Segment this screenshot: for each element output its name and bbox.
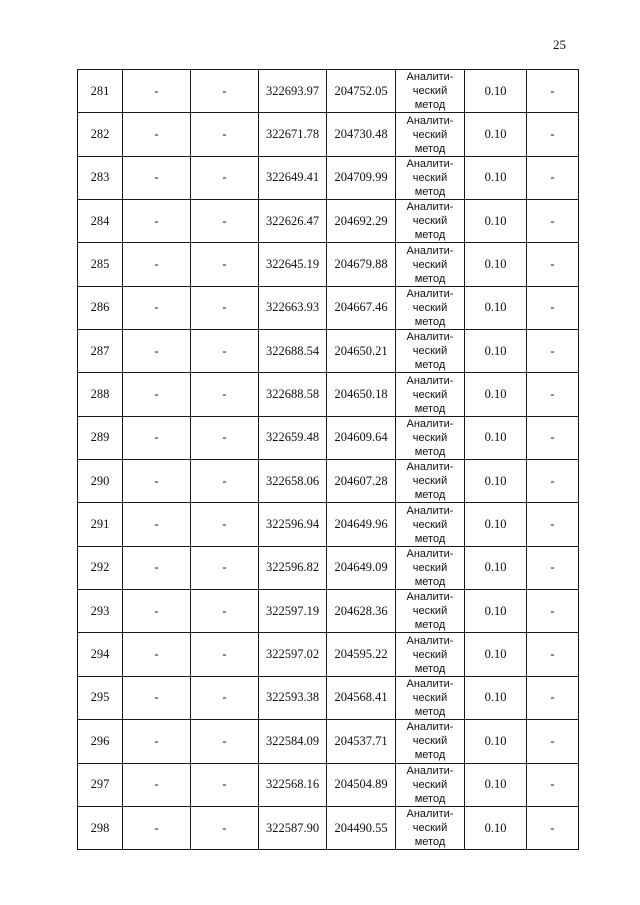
method-text-line: ческий [412,605,448,618]
dash-cell: - [191,70,259,113]
x-coordinate-cell: 322596.82 [259,546,327,589]
dash-cell: - [123,156,191,199]
x-coordinate-cell: 322671.78 [259,113,327,156]
note-cell: - [527,286,579,329]
point-number-cell: 284 [78,200,123,243]
method-cell [396,676,465,719]
point-number-cell: 283 [78,156,123,199]
table-row [78,806,579,849]
point-number-cell: 297 [78,763,123,806]
method-text-line: метод [414,445,446,458]
method-text-line: Аналити- [406,677,454,690]
point-number-cell: 298 [78,806,123,849]
method-text-line: ческий [412,518,448,531]
method-text-line: Аналити- [406,201,454,214]
method-text-line: Аналити- [406,461,454,474]
accuracy-cell: 0.10 [465,676,527,719]
table-row [78,590,579,633]
note-cell: - [527,373,579,416]
point-number-cell: 292 [78,546,123,589]
method-cell [396,243,465,286]
method-text-line: ческий [412,691,448,704]
method-text-line: Аналити- [406,634,454,647]
method-cell [396,806,465,849]
note-cell: - [527,416,579,459]
y-coordinate-cell: 204504.89 [327,763,396,806]
dash-cell: - [191,243,259,286]
note-cell: - [527,676,579,719]
point-number-cell: 295 [78,676,123,719]
point-number-cell: 296 [78,720,123,763]
accuracy-cell: 0.10 [465,286,527,329]
accuracy-cell: 0.10 [465,633,527,676]
method-text-line: Аналити- [406,157,454,170]
x-coordinate-cell: 322645.19 [259,243,327,286]
dash-cell: - [123,676,191,719]
accuracy-cell: 0.10 [465,806,527,849]
dash-cell: - [191,286,259,329]
accuracy-cell: 0.10 [465,200,527,243]
method-text-line: Аналити- [406,71,454,84]
method-text-line: Аналити- [406,504,454,517]
method-cell [396,113,465,156]
method-text-line: метод [414,402,446,415]
x-coordinate-cell: 322663.93 [259,286,327,329]
note-cell: - [527,330,579,373]
dash-cell: - [123,806,191,849]
note-cell: - [527,503,579,546]
dash-cell: - [191,546,259,589]
x-coordinate-cell: 322584.09 [259,720,327,763]
method-text-line: метод [414,836,446,849]
x-coordinate-cell: 322593.38 [259,676,327,719]
note-cell: - [527,200,579,243]
table-row [78,460,579,503]
point-number-cell: 294 [78,633,123,676]
method-text-line: ческий [412,215,448,228]
method-text-line: метод [414,532,446,545]
dash-cell: - [123,763,191,806]
y-coordinate-cell: 204609.64 [327,416,396,459]
dash-cell: - [191,416,259,459]
y-coordinate-cell: 204709.99 [327,156,396,199]
method-text-line: ческий [412,778,448,791]
method-text-line: ческий [412,561,448,574]
method-text-line: Аналити- [406,374,454,387]
method-text-line: Аналити- [406,114,454,127]
dash-cell: - [123,70,191,113]
dash-cell: - [191,763,259,806]
y-coordinate-cell: 204595.22 [327,633,396,676]
method-text-line: метод [414,489,446,502]
method-cell [396,546,465,589]
method-text-line: Аналити- [406,547,454,560]
x-coordinate-cell: 322659.48 [259,416,327,459]
method-text-line: Аналити- [406,287,454,300]
table-row [78,156,579,199]
method-text-line: ческий [412,258,448,271]
coordinates-table [77,69,579,850]
y-coordinate-cell: 204568.41 [327,676,396,719]
dash-cell: - [123,590,191,633]
y-coordinate-cell: 204537.71 [327,720,396,763]
y-coordinate-cell: 204649.09 [327,546,396,589]
point-number-cell: 293 [78,590,123,633]
y-coordinate-cell: 204667.46 [327,286,396,329]
accuracy-cell: 0.10 [465,763,527,806]
dash-cell: - [191,330,259,373]
table-row [78,763,579,806]
dash-cell: - [123,546,191,589]
x-coordinate-cell: 322658.06 [259,460,327,503]
dash-cell: - [123,286,191,329]
point-number-cell: 287 [78,330,123,373]
y-coordinate-cell: 204679.88 [327,243,396,286]
method-text-line: метод [414,792,446,805]
method-cell [396,460,465,503]
method-cell [396,156,465,199]
accuracy-cell: 0.10 [465,590,527,633]
point-number-cell: 285 [78,243,123,286]
dash-cell: - [123,200,191,243]
y-coordinate-cell: 204649.96 [327,503,396,546]
point-number-cell: 281 [78,70,123,113]
dash-cell: - [191,633,259,676]
method-cell [396,416,465,459]
x-coordinate-cell: 322649.41 [259,156,327,199]
table-row [78,416,579,459]
x-coordinate-cell: 322688.58 [259,373,327,416]
x-coordinate-cell: 322688.54 [259,330,327,373]
dash-cell: - [123,633,191,676]
method-text-line: метод [414,229,446,242]
method-cell [396,763,465,806]
dash-cell: - [123,113,191,156]
table-row [78,720,579,763]
method-cell [396,720,465,763]
y-coordinate-cell: 204752.05 [327,70,396,113]
note-cell: - [527,763,579,806]
y-coordinate-cell: 204490.55 [327,806,396,849]
method-text-line: метод [414,662,446,675]
method-text-line: ческий [412,171,448,184]
accuracy-cell: 0.10 [465,720,527,763]
dash-cell: - [123,720,191,763]
method-text-line: ческий [412,475,448,488]
note-cell: - [527,113,579,156]
dash-cell: - [191,113,259,156]
method-text-line: метод [414,272,446,285]
method-text-line: метод [414,705,446,718]
accuracy-cell: 0.10 [465,243,527,286]
method-text-line: метод [414,142,446,155]
accuracy-cell: 0.10 [465,70,527,113]
x-coordinate-cell: 322597.19 [259,590,327,633]
accuracy-cell: 0.10 [465,330,527,373]
note-cell: - [527,243,579,286]
table-row [78,243,579,286]
table-row [78,373,579,416]
method-text-line: метод [414,749,446,762]
dash-cell: - [123,330,191,373]
point-number-cell: 291 [78,503,123,546]
y-coordinate-cell: 204692.29 [327,200,396,243]
table-row [78,546,579,589]
y-coordinate-cell: 204607.28 [327,460,396,503]
dash-cell: - [191,503,259,546]
dash-cell: - [191,373,259,416]
method-cell [396,330,465,373]
method-text-line: Аналити- [406,764,454,777]
table-body [78,70,579,850]
note-cell: - [527,546,579,589]
dash-cell: - [191,806,259,849]
method-text-line: ческий [412,822,448,835]
method-text-line: метод [414,619,446,632]
method-text-line: Аналити- [406,808,454,821]
note-cell: - [527,590,579,633]
method-text-line: метод [414,185,446,198]
table-row [78,633,579,676]
dash-cell: - [191,590,259,633]
method-text-line: ческий [412,388,448,401]
dash-cell: - [123,460,191,503]
dash-cell: - [191,676,259,719]
dash-cell: - [123,416,191,459]
point-number-cell: 289 [78,416,123,459]
method-text-line: Аналити- [406,417,454,430]
dash-cell: - [191,156,259,199]
method-text-line: ческий [412,431,448,444]
method-text-line: метод [414,315,446,328]
method-text-line: метод [414,99,446,112]
x-coordinate-cell: 322596.94 [259,503,327,546]
note-cell: - [527,720,579,763]
note-cell: - [527,460,579,503]
point-number-cell: 286 [78,286,123,329]
table-row [78,330,579,373]
dash-cell: - [191,720,259,763]
dash-cell: - [191,200,259,243]
table-row [78,503,579,546]
table-row [78,200,579,243]
page-number: 25 [553,37,566,52]
method-text-line: ческий [412,345,448,358]
note-cell: - [527,806,579,849]
method-cell [396,200,465,243]
method-text-line: Аналити- [406,331,454,344]
method-cell [396,590,465,633]
method-text-line: метод [414,575,446,588]
note-cell: - [527,70,579,113]
point-number-cell: 288 [78,373,123,416]
dash-cell: - [123,503,191,546]
table-row [78,676,579,719]
y-coordinate-cell: 204650.21 [327,330,396,373]
dash-cell: - [123,373,191,416]
accuracy-cell: 0.10 [465,460,527,503]
method-cell [396,70,465,113]
method-text-line: ческий [412,85,448,98]
point-number-cell: 282 [78,113,123,156]
method-cell [396,633,465,676]
method-text-line: ческий [412,735,448,748]
method-text-line: Аналити- [406,591,454,604]
accuracy-cell: 0.10 [465,546,527,589]
note-cell: - [527,156,579,199]
dash-cell: - [191,460,259,503]
table-row [78,113,579,156]
y-coordinate-cell: 204628.36 [327,590,396,633]
method-cell [396,503,465,546]
method-text-line: ческий [412,301,448,314]
x-coordinate-cell: 322587.90 [259,806,327,849]
x-coordinate-cell: 322693.97 [259,70,327,113]
method-text-line: Аналити- [406,244,454,257]
note-cell: - [527,633,579,676]
table-row [78,70,579,113]
method-text-line: Аналити- [406,721,454,734]
y-coordinate-cell: 204650.18 [327,373,396,416]
dash-cell: - [123,243,191,286]
method-cell [396,373,465,416]
x-coordinate-cell: 322597.02 [259,633,327,676]
accuracy-cell: 0.10 [465,113,527,156]
accuracy-cell: 0.10 [465,503,527,546]
method-cell [396,286,465,329]
x-coordinate-cell: 322626.47 [259,200,327,243]
table-row [78,286,579,329]
method-text-line: ческий [412,128,448,141]
x-coordinate-cell: 322568.16 [259,763,327,806]
method-text-line: ческий [412,648,448,661]
accuracy-cell: 0.10 [465,416,527,459]
y-coordinate-cell: 204730.48 [327,113,396,156]
accuracy-cell: 0.10 [465,156,527,199]
point-number-cell: 290 [78,460,123,503]
method-text-line: метод [414,359,446,372]
accuracy-cell: 0.10 [465,373,527,416]
